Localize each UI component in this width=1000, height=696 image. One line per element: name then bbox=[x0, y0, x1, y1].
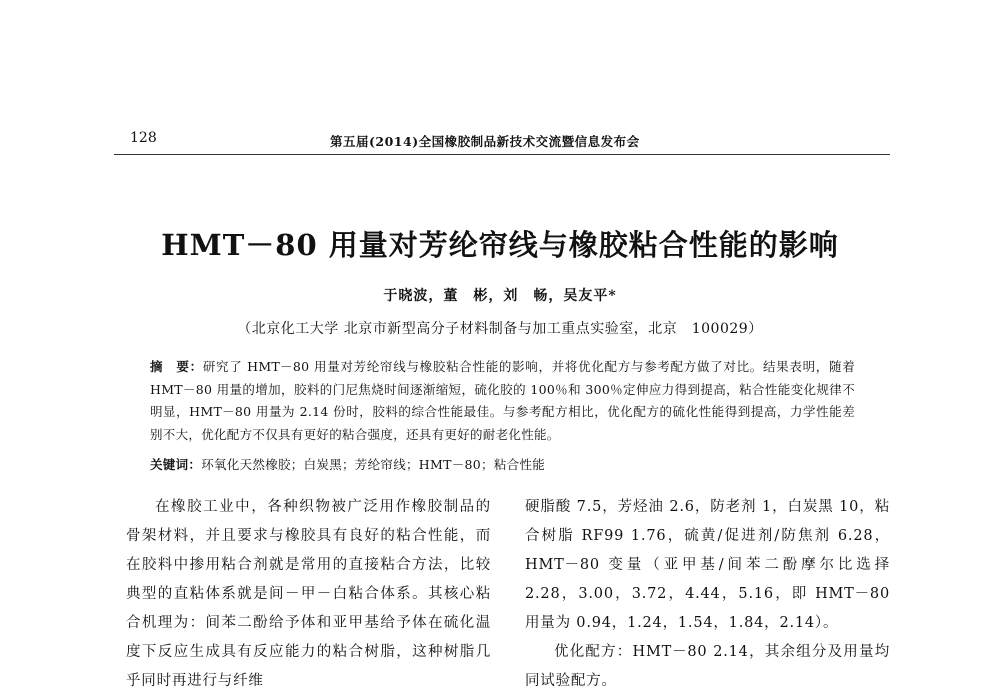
abstract-text: 研究了 HMT－80 用量对芳纶帘线与橡胶粘合性能的影响，并将优化配方与参考配方做了对比。结果表明，随着 HMT－80 用量的增加，胶料的门尼焦烧时间逐渐缩短，硫化胶的 100％和 300％定伸应力得到提高，粘合性能变化规律不明显，HMT－80 用量为 2.14 份时，胶料的综合性能最佳。与参考配方相比，优化配方的硫化性能得到提高，力学性能差别不大，优化配方不仅具有更好的粘合强度，还具有更好的耐老化性能。 bbox=[150, 359, 856, 442]
author-list: 于晓波，董 彬，刘 畅，吴友平* bbox=[383, 288, 617, 304]
page-number: 128 bbox=[130, 130, 157, 146]
affiliation: （北京化工大学 北京市新型高分子材料制备与加工重点实验室，北京 100029） bbox=[237, 321, 763, 337]
body-paragraph: 硬脂酸 7.5，芳烃油 2.6，防老剂 1，白炭黑 10，粘合树脂 RF99 1.76，硫黄/促进剂/防焦剂 6.28，HMT－80 变量（亚甲基/间苯二酚摩尔比选择 2.28，3.00，3.72，4.44，5.16，即 HMT－80 用量为 0.94，1.24，1.54，1.84，2.14）。 bbox=[525, 499, 890, 631]
abstract bbox=[150, 356, 855, 446]
keywords-text: 环氧化天然橡胶；白炭黑；芳纶帘线；HMT－80；粘合性能 bbox=[201, 457, 546, 472]
header-divider bbox=[114, 154, 890, 155]
paper-title: HMT－80 用量对芳纶帘线与橡胶粘合性能的影响 bbox=[161, 228, 839, 262]
body-paragraph: 在橡胶工业中，各种织物被广泛用作橡胶制品的骨架材料，并且要求与橡胶具有良好的粘合性能，而在胶料中掺用粘合剂就是常用的直接粘合方法，比较典型的直粘体系就是间－甲－白粘合体系。其核心粘合机理为：间苯二酚给予体和亚甲基给予体在硫化温度下反应生成具有反应能力的粘合树脂，这种树脂几乎同时再进行与纤维 bbox=[126, 499, 491, 689]
body-column-left bbox=[126, 493, 491, 696]
keywords-label: 关键词： bbox=[150, 457, 202, 472]
abstract-label: 摘 要： bbox=[150, 359, 203, 374]
body-column-right bbox=[525, 493, 890, 696]
keywords bbox=[150, 454, 855, 476]
body-paragraph: 优化配方：HMT－80 2.14，其余组分及用量均同试验配方。 bbox=[525, 644, 890, 689]
running-header: 第五届(2014)全国橡胶制品新技术交流暨信息发布会 bbox=[330, 134, 640, 149]
